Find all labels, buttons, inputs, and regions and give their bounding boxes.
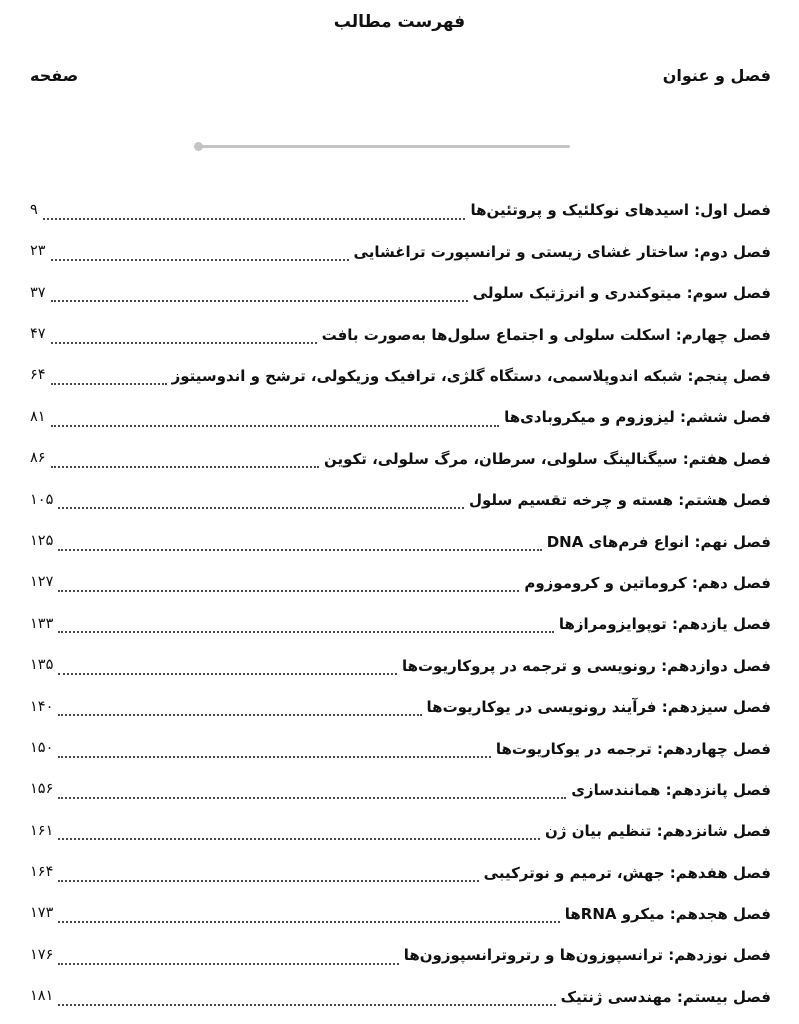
toc-entry-title: فصل هجدهم: میکرو RNAها — [564, 905, 771, 924]
dot-leader — [51, 285, 468, 303]
section-divider — [197, 145, 570, 148]
toc-entry-row — [30, 935, 771, 976]
toc-entry-page-number: ۱۲۵ — [30, 532, 54, 549]
toc-entry-page-number: ۶۴ — [30, 367, 46, 384]
toc-entry-row — [30, 438, 771, 479]
toc-entry-page-number: ۲۳ — [30, 243, 46, 260]
toc-entry-page-number: ۱۷۶ — [30, 946, 54, 963]
toc-entry-title: فصل پانزدهم: همانندسازی — [571, 780, 771, 799]
toc-entry-page-number: ۱۲۷ — [30, 574, 54, 591]
toc-entry-title: فصل هشتم: هسته و چرخه تقسیم سلول — [469, 491, 771, 510]
toc-entry-page-number: ۱۶۱ — [30, 822, 54, 839]
dot-leader — [58, 864, 478, 882]
toc-list — [30, 190, 771, 1018]
toc-entry-title: فصل نوزدهم: ترانسپوزون‌ها و رتروترانسپوزون‌ها — [403, 946, 771, 965]
dot-leader — [58, 823, 540, 841]
dot-leader — [58, 740, 490, 758]
toc-entry-row — [30, 604, 771, 645]
toc-entry-title: فصل چهاردهم: ترجمه در یوکاریوت‌ها — [495, 739, 771, 758]
toc-entry-title: فصل سوم: میتوکندری و انرژتیک سلولی — [472, 284, 771, 303]
divider-end-dot — [194, 142, 203, 151]
toc-entry-title: فصل ششم: لیزوزوم و میکروبادی‌ها — [504, 408, 771, 427]
toc-entry-row — [30, 521, 771, 562]
dot-leader — [51, 409, 500, 427]
toc-entry-page-number: ۱۳۳ — [30, 615, 54, 632]
toc-entry-row — [30, 811, 771, 852]
toc-entry-row — [30, 687, 771, 728]
dot-leader — [51, 326, 317, 344]
toc-entry-title: فصل دوازدهم: رونویسی و ترجمه در پروکاریوت‌ها — [401, 656, 771, 675]
toc-entry-page-number: ۱۸۱ — [30, 988, 54, 1005]
toc-entry-title: فصل هفتم: سیگنالینگ سلولی، سرطان، مرگ سلولی، تکوین — [324, 449, 771, 468]
toc-entry-title: فصل سیزدهم: فرآیند رونویسی در یوکاریوت‌ها — [426, 698, 771, 717]
toc-entry-title: فصل بیستم: مهندسی ژنتیک — [560, 987, 771, 1006]
toc-entry-page-number: ۹ — [30, 201, 38, 218]
toc-entry-row — [30, 273, 771, 314]
toc-entry-page-number: ۱۷۳ — [30, 905, 54, 922]
toc-entry-row — [30, 728, 771, 769]
toc-entry-title: فصل دوم: ساختار غشای زیستی و ترانسپورت تراغشایی — [353, 242, 771, 261]
toc-entry-row — [30, 852, 771, 893]
toc-entry-page-number: ۱۵۶ — [30, 781, 54, 798]
toc-entry-title: فصل چهارم: اسکلت سلولی و اجتماع سلول‌ها به‌صورت بافت — [321, 325, 771, 344]
toc-entry-page-number: ۸۱ — [30, 408, 46, 425]
toc-entry-row — [30, 480, 771, 521]
dot-leader — [51, 450, 319, 468]
dot-leader — [58, 574, 519, 592]
toc-entry-page-number: ۱۰۵ — [30, 491, 54, 508]
toc-entry-page-number: ۸۶ — [30, 450, 46, 467]
toc-entry-row — [30, 894, 771, 935]
toc-entry-title: فصل پنجم: شبکه اندوپلاسمی، دستگاه گلژی، ترافیک وزیکولی، ترشح و اندوسیتوز — [171, 367, 771, 385]
dot-leader — [58, 781, 566, 799]
dot-leader — [58, 492, 464, 510]
toc-entry-row — [30, 769, 771, 810]
toc-entry-title: فصل یازدهم: توپوایزومرازها — [558, 615, 771, 634]
dot-leader — [58, 657, 397, 675]
toc-entry-row — [30, 563, 771, 604]
toc-entry-page-number: ۱۶۴ — [30, 864, 54, 881]
toc-entry-page-number: ۴۷ — [30, 325, 46, 342]
dot-leader — [58, 988, 555, 1006]
toc-entry-title: فصل هفدهم: جهش، ترمیم و نوترکیبی — [483, 863, 771, 882]
dot-leader — [43, 202, 466, 220]
toc-entry-row — [30, 231, 771, 272]
toc-entry-row — [30, 397, 771, 438]
toc-entry-page-number: ۱۳۵ — [30, 657, 54, 674]
page-title: فهرست مطالب — [333, 12, 466, 32]
dot-leader — [58, 533, 541, 551]
dot-leader — [58, 947, 398, 965]
toc-entry-title: فصل نهم: انواع فرم‌های DNA — [546, 532, 771, 551]
toc-entry-title: فصل دهم: کروماتین و کروموزوم — [524, 573, 771, 592]
dot-leader — [58, 905, 559, 923]
page-column-label: صفحه — [30, 66, 79, 85]
toc-entry-row — [30, 190, 771, 231]
dot-leader — [51, 367, 167, 385]
toc-entry-row — [30, 356, 771, 397]
toc-entry-page-number: ۳۷ — [30, 284, 46, 301]
toc-entry-title: فصل شانزدهم: تنظیم بیان ژن — [545, 822, 771, 841]
dot-leader — [58, 616, 554, 634]
toc-entry-row — [30, 976, 771, 1017]
toc-entry-row — [30, 314, 771, 355]
toc-entry-page-number: ۱۵۰ — [30, 739, 54, 756]
dot-leader — [58, 699, 421, 717]
column-header-row — [30, 66, 771, 85]
dot-leader — [51, 243, 349, 261]
toc-entry-row — [30, 645, 771, 686]
chapter-column-label: فصل و عنوان — [662, 66, 771, 85]
toc-entry-title: فصل اول: اسیدهای نوکلئیک و پروتئین‌ها — [470, 201, 771, 220]
toc-entry-page-number: ۱۴۰ — [30, 698, 54, 715]
